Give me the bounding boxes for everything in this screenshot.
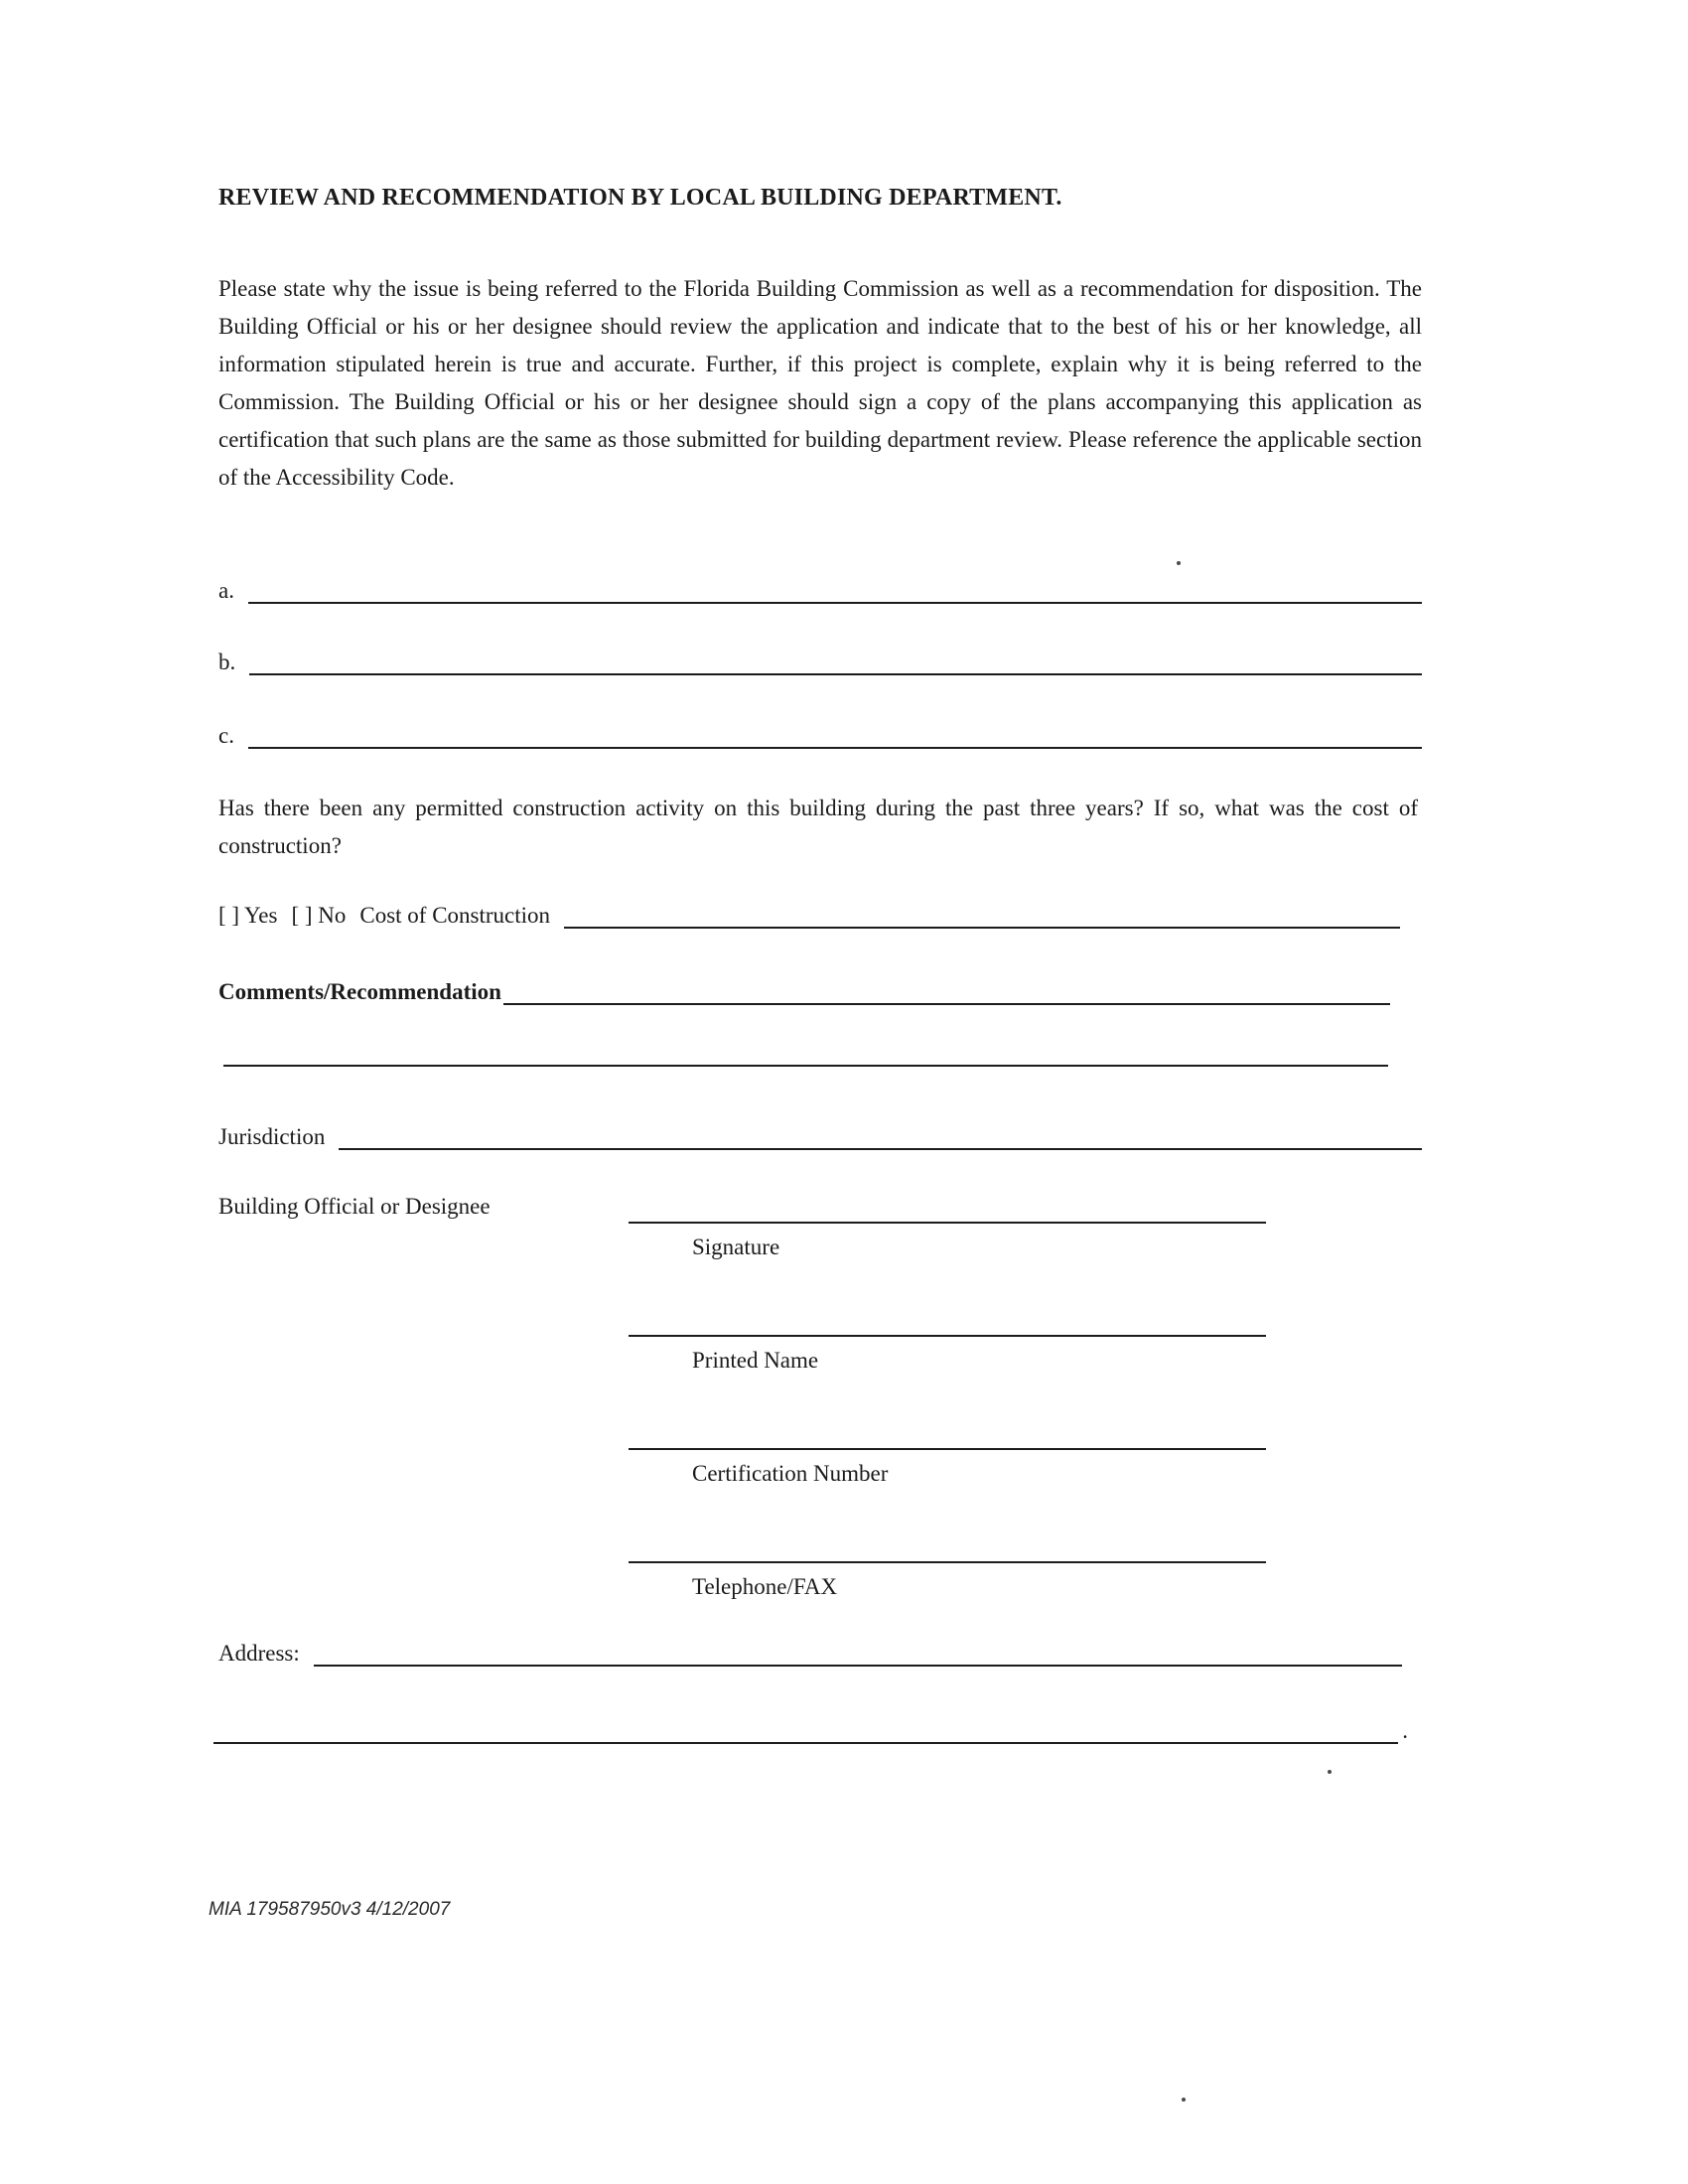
intro-paragraph: Please state why the issue is being referred to the Florida Building Commission as well as a recommendation for disposition. The Building Official or his or her designee should review the application and indicate that to the best of his or her knowledge, all information stipulated herein is true and accurate. Further, if this project is complete, explain why it is being referred to the Commission. The Building Official or his or her designee should sign a copy of the plans accompanying this application as certification that such plans are the same as those submitted for building department review. Please reference the applicable section of the Accessibility Code. bbox=[218, 276, 1422, 490]
cost-of-construction-row bbox=[218, 899, 1400, 933]
blank-field-a bbox=[248, 574, 1422, 604]
printed-name-field bbox=[629, 1335, 1266, 1337]
cost-of-construction-field bbox=[564, 899, 1400, 929]
certification-number-caption: Certification Number bbox=[692, 1461, 889, 1486]
blank-row-c bbox=[218, 719, 1422, 753]
signature-item bbox=[629, 1222, 1266, 1263]
printed-name-item bbox=[629, 1335, 1266, 1377]
page-title: REVIEW AND RECOMMENDATION BY LOCAL BUILDING DEPARTMENT. bbox=[218, 185, 1062, 211]
address-continuation-row bbox=[213, 1714, 1408, 1748]
comments-row bbox=[218, 975, 1390, 1009]
blank-row-a bbox=[218, 574, 1422, 608]
address-field bbox=[314, 1637, 1402, 1667]
comments-label: Comments/Recommendation bbox=[218, 979, 501, 1004]
construction-question: Has there been any permitted construction activity on this building during the past three years? If so, what was the cost of construction? bbox=[218, 796, 1418, 858]
telephone-fax-caption: Telephone/FAX bbox=[692, 1574, 838, 1599]
comments-continuation-line bbox=[223, 1065, 1388, 1067]
certification-number-item bbox=[629, 1448, 1266, 1490]
jurisdiction-row bbox=[218, 1120, 1422, 1154]
jurisdiction-field bbox=[339, 1120, 1422, 1150]
scan-artifact-dot bbox=[1177, 561, 1181, 565]
address-continuation-line bbox=[213, 1714, 1398, 1744]
address-row bbox=[218, 1637, 1402, 1671]
yes-checkbox: [ ] Yes bbox=[218, 903, 278, 928]
telephone-fax-item bbox=[629, 1561, 1266, 1603]
jurisdiction-label: Jurisdiction bbox=[218, 1124, 326, 1149]
address-label: Address: bbox=[218, 1641, 300, 1666]
telephone-fax-field bbox=[629, 1561, 1266, 1563]
blank-label-b: b. bbox=[218, 650, 236, 674]
cost-of-construction-label: Cost of Construction bbox=[359, 903, 551, 928]
blank-field-c bbox=[248, 719, 1422, 749]
signature-field bbox=[629, 1222, 1266, 1224]
blank-row-b bbox=[218, 646, 1422, 679]
certification-number-field bbox=[629, 1448, 1266, 1450]
building-official-label: Building Official or Designee bbox=[218, 1194, 491, 1219]
scan-artifact-dot bbox=[1328, 1770, 1332, 1774]
no-checkbox: [ ] No bbox=[291, 903, 347, 928]
blank-label-c: c. bbox=[218, 723, 234, 748]
document-footer: MIA 179587950v3 4/12/2007 bbox=[209, 1899, 451, 1920]
printed-name-caption: Printed Name bbox=[692, 1348, 819, 1373]
trailing-period: . bbox=[1402, 1718, 1408, 1743]
signature-block bbox=[629, 1222, 1266, 1674]
scan-artifact-dot bbox=[1182, 2098, 1186, 2102]
signature-caption: Signature bbox=[692, 1235, 780, 1259]
blank-field-b bbox=[249, 646, 1422, 675]
comments-field bbox=[503, 975, 1390, 1005]
blank-label-a: a. bbox=[218, 578, 234, 603]
